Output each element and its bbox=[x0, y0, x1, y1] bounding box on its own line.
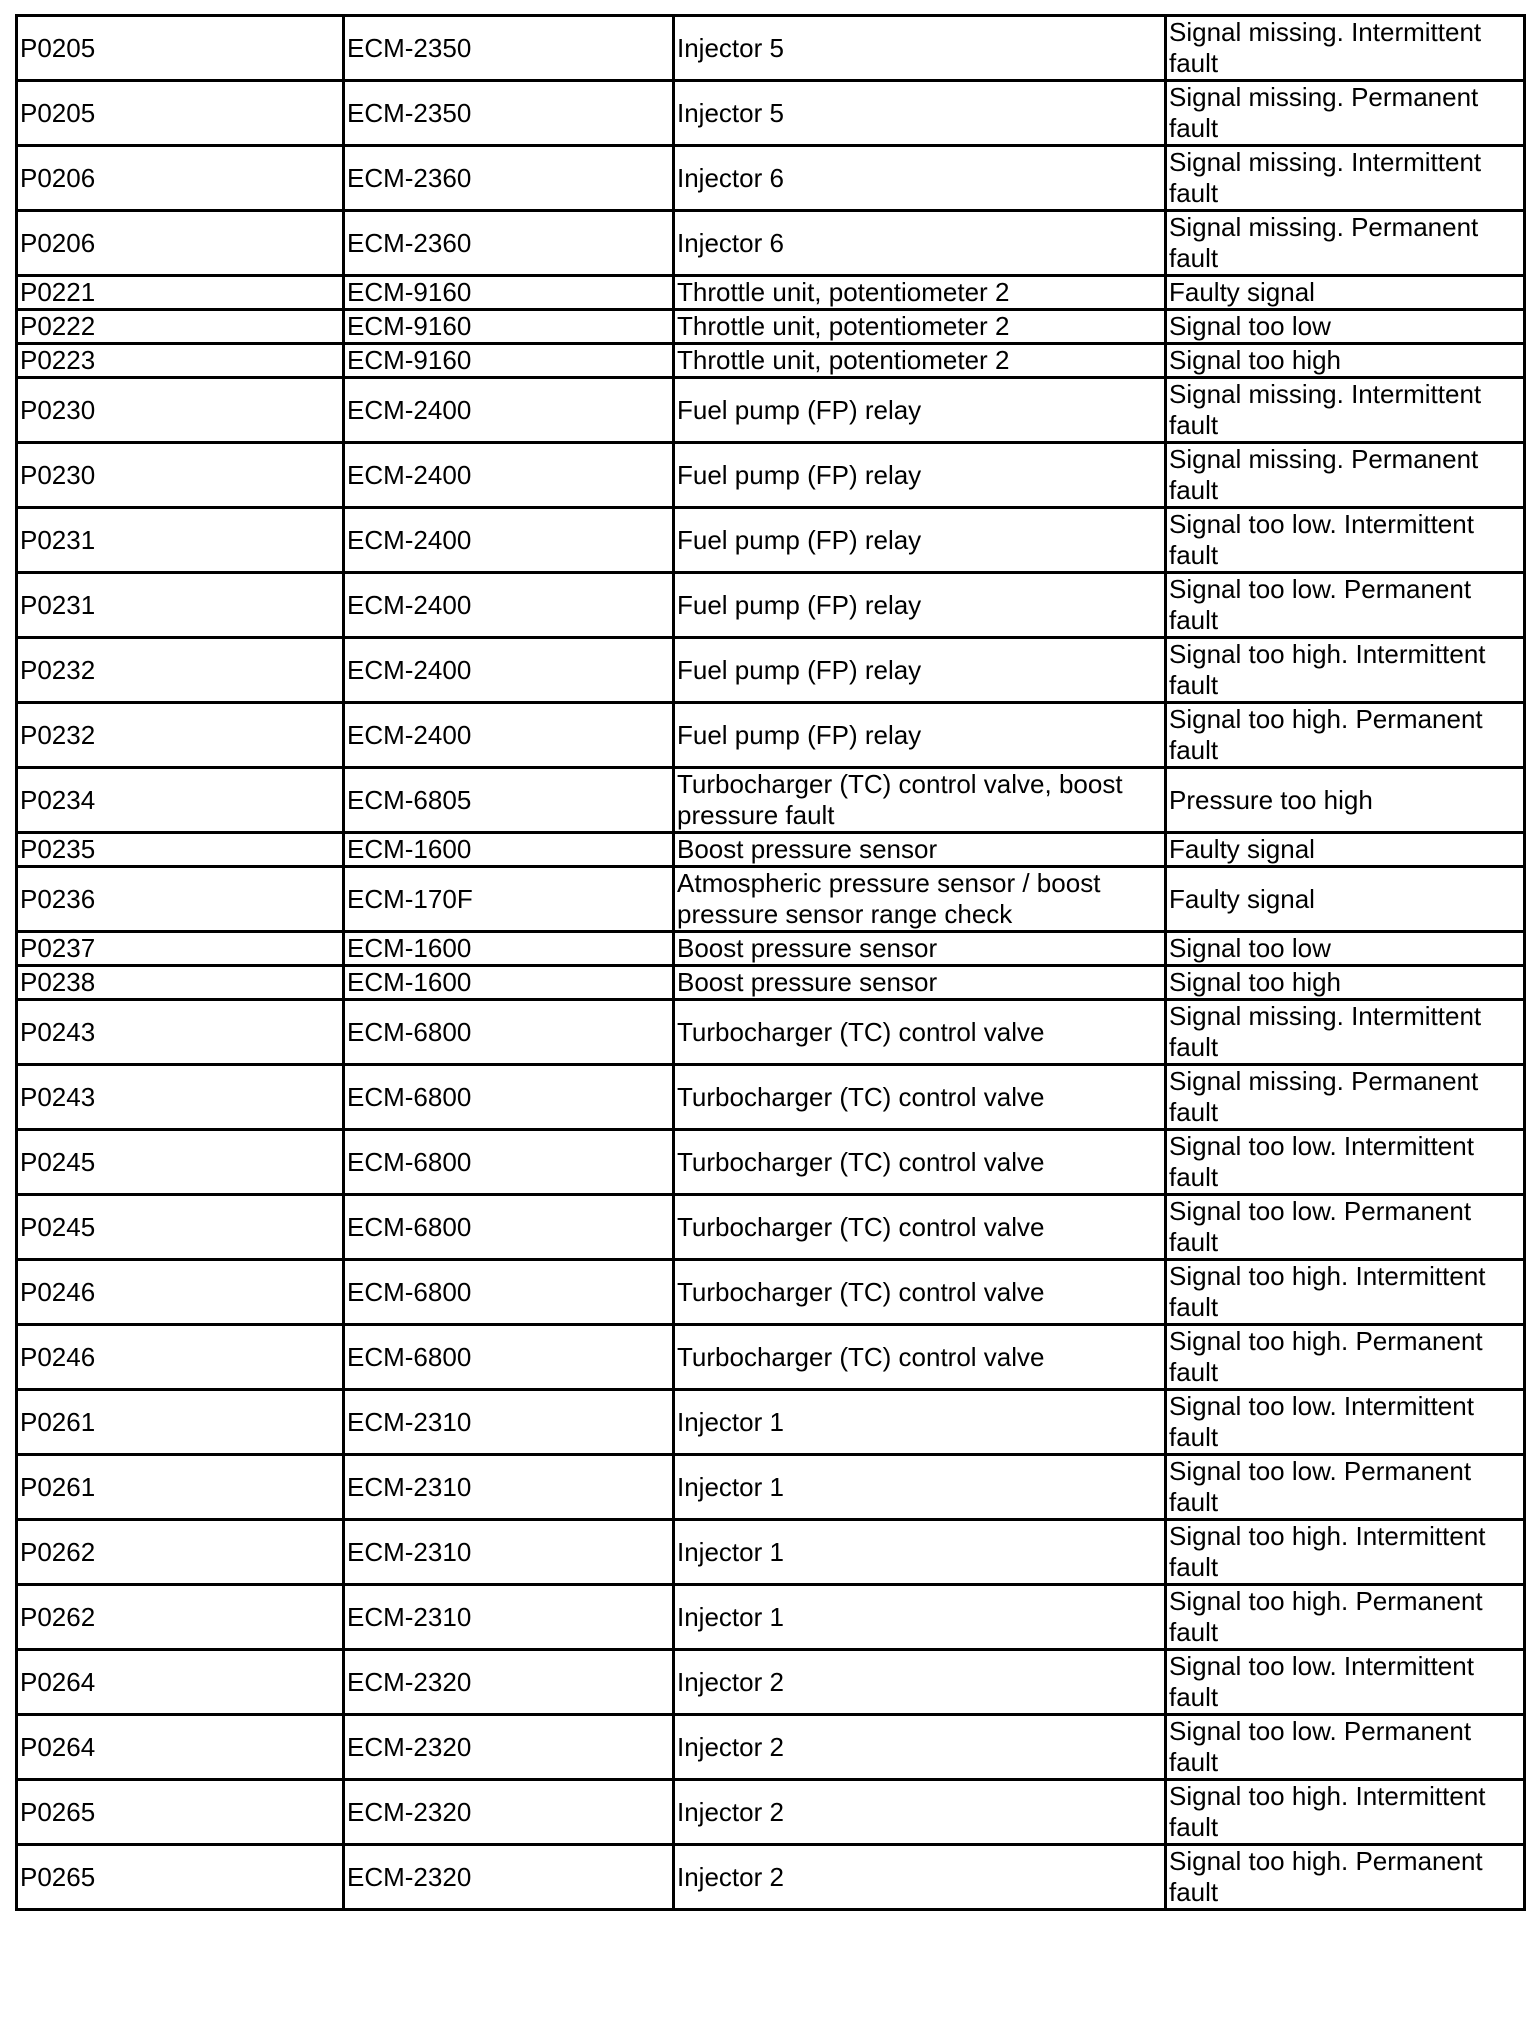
cell-code: P0232 bbox=[17, 703, 344, 768]
cell-component: Injector 6 bbox=[674, 211, 1166, 276]
cell-code: P0206 bbox=[17, 146, 344, 211]
table-row bbox=[17, 1390, 1525, 1455]
cell-code: P0243 bbox=[17, 1000, 344, 1065]
cell-component: Turbocharger (TC) control valve, boost pressure fault bbox=[674, 768, 1166, 833]
cell-code: P0230 bbox=[17, 443, 344, 508]
table-row bbox=[17, 1455, 1525, 1520]
table-row bbox=[17, 1585, 1525, 1650]
cell-fault: Signal too high bbox=[1166, 344, 1525, 378]
table-row bbox=[17, 867, 1525, 932]
cell-fault: Signal too high. Intermittent fault bbox=[1166, 1260, 1525, 1325]
table-row bbox=[17, 1845, 1525, 1910]
cell-ecm: ECM-2310 bbox=[344, 1585, 674, 1650]
cell-component: Fuel pump (FP) relay bbox=[674, 508, 1166, 573]
cell-code: P0235 bbox=[17, 833, 344, 867]
cell-ecm: ECM-2400 bbox=[344, 573, 674, 638]
cell-fault: Signal missing. Permanent fault bbox=[1166, 443, 1525, 508]
cell-ecm: ECM-2360 bbox=[344, 211, 674, 276]
cell-code: P0262 bbox=[17, 1585, 344, 1650]
table-row bbox=[17, 833, 1525, 867]
cell-code: P0243 bbox=[17, 1065, 344, 1130]
cell-ecm: ECM-6800 bbox=[344, 1000, 674, 1065]
table-row bbox=[17, 378, 1525, 443]
cell-fault: Signal missing. Intermittent fault bbox=[1166, 146, 1525, 211]
cell-ecm: ECM-2320 bbox=[344, 1650, 674, 1715]
cell-fault: Signal too low. Permanent fault bbox=[1166, 1195, 1525, 1260]
table-row bbox=[17, 573, 1525, 638]
cell-fault: Signal missing. Intermittent fault bbox=[1166, 378, 1525, 443]
cell-code: P0205 bbox=[17, 81, 344, 146]
table-row bbox=[17, 1325, 1525, 1390]
cell-code: P0245 bbox=[17, 1195, 344, 1260]
cell-code: P0222 bbox=[17, 310, 344, 344]
cell-code: P0223 bbox=[17, 344, 344, 378]
cell-component: Throttle unit, potentiometer 2 bbox=[674, 310, 1166, 344]
cell-component: Injector 2 bbox=[674, 1780, 1166, 1845]
cell-code: P0261 bbox=[17, 1390, 344, 1455]
table-row bbox=[17, 638, 1525, 703]
cell-fault: Signal too low. Permanent fault bbox=[1166, 1455, 1525, 1520]
cell-code: P0205 bbox=[17, 16, 344, 81]
cell-fault: Signal too low bbox=[1166, 310, 1525, 344]
cell-ecm: ECM-2320 bbox=[344, 1715, 674, 1780]
cell-ecm: ECM-6800 bbox=[344, 1130, 674, 1195]
cell-code: P0236 bbox=[17, 867, 344, 932]
table-row bbox=[17, 1520, 1525, 1585]
table-row bbox=[17, 508, 1525, 573]
cell-ecm: ECM-9160 bbox=[344, 276, 674, 310]
cell-ecm: ECM-2350 bbox=[344, 16, 674, 81]
cell-component: Injector 1 bbox=[674, 1520, 1166, 1585]
cell-component: Injector 2 bbox=[674, 1845, 1166, 1910]
cell-ecm: ECM-6800 bbox=[344, 1195, 674, 1260]
cell-component: Throttle unit, potentiometer 2 bbox=[674, 344, 1166, 378]
cell-fault: Pressure too high bbox=[1166, 768, 1525, 833]
cell-ecm: ECM-2320 bbox=[344, 1780, 674, 1845]
cell-fault: Signal too low. Intermittent fault bbox=[1166, 508, 1525, 573]
cell-fault: Signal too high. Permanent fault bbox=[1166, 1325, 1525, 1390]
cell-ecm: ECM-1600 bbox=[344, 833, 674, 867]
cell-code: P0264 bbox=[17, 1650, 344, 1715]
cell-code: P0246 bbox=[17, 1260, 344, 1325]
cell-ecm: ECM-1600 bbox=[344, 932, 674, 966]
cell-fault: Signal too low. Intermittent fault bbox=[1166, 1390, 1525, 1455]
cell-component: Injector 5 bbox=[674, 81, 1166, 146]
cell-fault: Signal too low. Intermittent fault bbox=[1166, 1650, 1525, 1715]
cell-code: P0265 bbox=[17, 1845, 344, 1910]
cell-ecm: ECM-170F bbox=[344, 867, 674, 932]
cell-ecm: ECM-6800 bbox=[344, 1325, 674, 1390]
table-row bbox=[17, 1195, 1525, 1260]
cell-component: Injector 2 bbox=[674, 1650, 1166, 1715]
table-row bbox=[17, 146, 1525, 211]
cell-code: P0261 bbox=[17, 1455, 344, 1520]
table-row bbox=[17, 1715, 1525, 1780]
table-row bbox=[17, 966, 1525, 1000]
cell-code: P0245 bbox=[17, 1130, 344, 1195]
table-row bbox=[17, 443, 1525, 508]
table-row bbox=[17, 703, 1525, 768]
table-row bbox=[17, 1780, 1525, 1845]
cell-component: Turbocharger (TC) control valve bbox=[674, 1195, 1166, 1260]
table-row bbox=[17, 310, 1525, 344]
cell-code: P0264 bbox=[17, 1715, 344, 1780]
cell-code: P0262 bbox=[17, 1520, 344, 1585]
table-row bbox=[17, 211, 1525, 276]
cell-fault: Signal missing. Intermittent fault bbox=[1166, 16, 1525, 81]
cell-fault: Faulty signal bbox=[1166, 867, 1525, 932]
cell-code: P0206 bbox=[17, 211, 344, 276]
cell-ecm: ECM-2400 bbox=[344, 378, 674, 443]
cell-ecm: ECM-2310 bbox=[344, 1520, 674, 1585]
cell-code: P0230 bbox=[17, 378, 344, 443]
cell-fault: Signal too high. Permanent fault bbox=[1166, 1585, 1525, 1650]
cell-fault: Signal missing. Permanent fault bbox=[1166, 1065, 1525, 1130]
fault-code-table bbox=[15, 14, 1526, 1911]
table-row bbox=[17, 1260, 1525, 1325]
cell-ecm: ECM-2400 bbox=[344, 443, 674, 508]
cell-fault: Signal too high. Intermittent fault bbox=[1166, 1780, 1525, 1845]
cell-fault: Faulty signal bbox=[1166, 833, 1525, 867]
table-row bbox=[17, 276, 1525, 310]
cell-component: Injector 6 bbox=[674, 146, 1166, 211]
cell-fault: Signal too high. Intermittent fault bbox=[1166, 1520, 1525, 1585]
cell-fault: Signal missing. Permanent fault bbox=[1166, 211, 1525, 276]
cell-component: Injector 1 bbox=[674, 1585, 1166, 1650]
cell-ecm: ECM-2310 bbox=[344, 1455, 674, 1520]
cell-ecm: ECM-9160 bbox=[344, 310, 674, 344]
cell-fault: Signal too low bbox=[1166, 932, 1525, 966]
cell-fault: Signal too high. Permanent fault bbox=[1166, 703, 1525, 768]
cell-ecm: ECM-2360 bbox=[344, 146, 674, 211]
cell-component: Boost pressure sensor bbox=[674, 833, 1166, 867]
cell-component: Fuel pump (FP) relay bbox=[674, 703, 1166, 768]
table-row bbox=[17, 1065, 1525, 1130]
cell-component: Fuel pump (FP) relay bbox=[674, 638, 1166, 703]
cell-code: P0231 bbox=[17, 508, 344, 573]
cell-component: Fuel pump (FP) relay bbox=[674, 443, 1166, 508]
cell-component: Turbocharger (TC) control valve bbox=[674, 1000, 1166, 1065]
cell-code: P0232 bbox=[17, 638, 344, 703]
table-row bbox=[17, 81, 1525, 146]
cell-component: Fuel pump (FP) relay bbox=[674, 378, 1166, 443]
cell-ecm: ECM-2350 bbox=[344, 81, 674, 146]
cell-fault: Signal too low. Intermittent fault bbox=[1166, 1130, 1525, 1195]
cell-code: P0238 bbox=[17, 966, 344, 1000]
cell-fault: Signal too low. Permanent fault bbox=[1166, 573, 1525, 638]
table-row bbox=[17, 1000, 1525, 1065]
cell-fault: Signal missing. Intermittent fault bbox=[1166, 1000, 1525, 1065]
cell-ecm: ECM-6800 bbox=[344, 1260, 674, 1325]
cell-component: Turbocharger (TC) control valve bbox=[674, 1130, 1166, 1195]
cell-component: Turbocharger (TC) control valve bbox=[674, 1065, 1166, 1130]
cell-code: P0221 bbox=[17, 276, 344, 310]
cell-ecm: ECM-2400 bbox=[344, 703, 674, 768]
cell-code: P0246 bbox=[17, 1325, 344, 1390]
table-row bbox=[17, 1130, 1525, 1195]
cell-fault: Signal too high bbox=[1166, 966, 1525, 1000]
cell-component: Boost pressure sensor bbox=[674, 966, 1166, 1000]
cell-component: Injector 1 bbox=[674, 1390, 1166, 1455]
cell-ecm: ECM-2310 bbox=[344, 1390, 674, 1455]
cell-component: Throttle unit, potentiometer 2 bbox=[674, 276, 1166, 310]
table-row bbox=[17, 932, 1525, 966]
cell-ecm: ECM-1600 bbox=[344, 966, 674, 1000]
cell-component: Turbocharger (TC) control valve bbox=[674, 1260, 1166, 1325]
cell-ecm: ECM-2400 bbox=[344, 638, 674, 703]
cell-ecm: ECM-2400 bbox=[344, 508, 674, 573]
cell-fault: Signal too high. Intermittent fault bbox=[1166, 638, 1525, 703]
cell-fault: Faulty signal bbox=[1166, 276, 1525, 310]
cell-code: P0234 bbox=[17, 768, 344, 833]
cell-fault: Signal too low. Permanent fault bbox=[1166, 1715, 1525, 1780]
cell-ecm: ECM-6805 bbox=[344, 768, 674, 833]
cell-code: P0231 bbox=[17, 573, 344, 638]
cell-component: Injector 1 bbox=[674, 1455, 1166, 1520]
cell-ecm: ECM-9160 bbox=[344, 344, 674, 378]
cell-code: P0237 bbox=[17, 932, 344, 966]
cell-component: Turbocharger (TC) control valve bbox=[674, 1325, 1166, 1390]
cell-fault: Signal missing. Permanent fault bbox=[1166, 81, 1525, 146]
cell-component: Boost pressure sensor bbox=[674, 932, 1166, 966]
cell-ecm: ECM-6800 bbox=[344, 1065, 674, 1130]
cell-ecm: ECM-2320 bbox=[344, 1845, 674, 1910]
cell-component: Injector 5 bbox=[674, 16, 1166, 81]
table-row bbox=[17, 344, 1525, 378]
cell-code: P0265 bbox=[17, 1780, 344, 1845]
cell-component: Atmospheric pressure sensor / boost pressure sensor range check bbox=[674, 867, 1166, 932]
cell-component: Fuel pump (FP) relay bbox=[674, 573, 1166, 638]
table-row bbox=[17, 1650, 1525, 1715]
fault-code-table-body bbox=[17, 16, 1525, 1910]
table-row bbox=[17, 768, 1525, 833]
table-row bbox=[17, 16, 1525, 81]
cell-component: Injector 2 bbox=[674, 1715, 1166, 1780]
cell-fault: Signal too high. Permanent fault bbox=[1166, 1845, 1525, 1910]
